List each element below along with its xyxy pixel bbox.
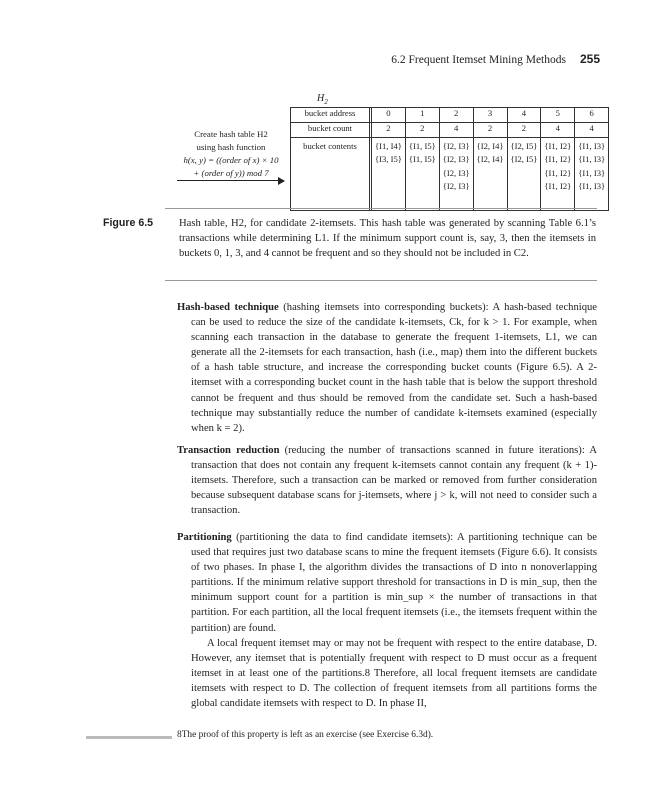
itemset: {I1, I5} bbox=[408, 141, 436, 151]
itemset: {I2, I3} bbox=[442, 167, 470, 178]
itemset: {I2, I3} bbox=[442, 154, 470, 165]
caption-text: Hash table, H2, for candidate 2-itemsets. This hash table was generated by scanning Table 6.1’s transactions while determining L1. If the minimum support count is, say, 3, then the itemsets in buckets 0, 1, 3, and 4 cannot be frequent and so they should not be included in C2. bbox=[179, 218, 596, 259]
bucket-count: 2 bbox=[473, 123, 507, 138]
bucket-address: 6 bbox=[575, 108, 609, 123]
bucket-address: 4 bbox=[507, 108, 541, 123]
bucket-count: 4 bbox=[575, 123, 609, 138]
bucket-contents bbox=[372, 138, 406, 211]
running-header bbox=[391, 52, 600, 66]
bucket-address: 0 bbox=[372, 108, 406, 123]
hash-based-term: Hash-based technique bbox=[177, 302, 279, 313]
itemset: {I1, I2} bbox=[544, 167, 572, 178]
row-header-count: bucket count bbox=[291, 123, 370, 138]
itemset: {I2, I4} bbox=[476, 141, 504, 151]
bucket-count: 4 bbox=[541, 123, 575, 138]
itemset: {I1, I5} bbox=[408, 154, 436, 165]
bucket-contents bbox=[541, 138, 575, 211]
partitioning-text-2: A local frequent itemset may or may not be frequent with respect to the entire database, D. However, any itemset that is potentially frequent with respect to D must occur as a frequent itemset in at least one of the partitions.8 Therefore, all local frequent itemsets are candidate itemsets with respect to D. The collection of frequent itemsets from all partitions forms the global candidate itemsets with respect to D. In phase II, bbox=[191, 637, 597, 710]
figure-caption bbox=[104, 216, 596, 261]
itemset: {I1, I2} bbox=[544, 154, 572, 165]
right-arrow-icon bbox=[177, 180, 284, 181]
caption-rule-top bbox=[165, 208, 597, 209]
footnote-rule bbox=[86, 736, 172, 739]
partitioning-term: Partitioning bbox=[177, 532, 232, 543]
hash-table bbox=[290, 107, 609, 211]
hash-table-title: $H_2$ bbox=[317, 93, 328, 106]
itemset: {I1, I3} bbox=[578, 154, 606, 165]
itemset: {I2, I5} bbox=[510, 141, 538, 151]
itemset: {I2, I3} bbox=[442, 181, 470, 192]
bucket-contents bbox=[439, 138, 473, 211]
itemset: {I1, I3} bbox=[578, 181, 606, 192]
itemset: {I2, I4} bbox=[476, 154, 504, 165]
contents-row bbox=[291, 138, 609, 211]
hash-based-paragraph bbox=[177, 300, 597, 436]
page-number: 255 bbox=[579, 52, 600, 66]
row-header-address: bucket address bbox=[291, 108, 370, 123]
bucket-count: 2 bbox=[372, 123, 406, 138]
caption-rule-bottom bbox=[165, 280, 597, 281]
transaction-reduction-paragraph bbox=[177, 443, 597, 518]
transaction-reduction-text: (reducing the number of transactions scanned in future iterations): A transaction that does not contain any frequent k-itemsets cannot contain any frequent (k + 1)-itemsets. Therefore, such a transaction can be marked or removed from further consideration because subsequent database scans for j-itemsets, where j > k, will not need to consider such a transaction. bbox=[191, 445, 597, 517]
itemset: {I3, I5} bbox=[375, 154, 402, 165]
partitioning-paragraph bbox=[177, 530, 597, 711]
hash-based-text: (hashing itemsets into corresponding buckets): A hash-based technique can be used to reduce the size of the candidate k-itemsets, Ck, for k > 1. For example, when scanning each transaction in the database to generate the frequent 1-itemsets, L1, we can generate all the 2-itemsets for each transaction, hash (i.e., map) them into the different buckets of a hash table structure, and increase the corresponding bucket counts (Figure 6.5). A 2-itemset with a corresponding bucket count in the hash table that is below the support threshold cannot be frequent and thus should be removed from the candidate set. Such a hash-based technique may substantially reduce the number of candidate k-itemsets examined (especially when k = 2). bbox=[191, 302, 597, 434]
bucket-contents bbox=[405, 138, 439, 211]
itemset: {I1, I3} bbox=[578, 167, 606, 178]
address-row bbox=[291, 108, 609, 123]
bucket-address: 1 bbox=[405, 108, 439, 123]
left-label-line-4: + (order of y)) mod 7 bbox=[193, 168, 269, 178]
itemset: {I1, I2} bbox=[544, 181, 572, 192]
bucket-contents bbox=[473, 138, 507, 211]
left-label-line-3: h(x, y) = ((order of x) × 10 bbox=[183, 155, 279, 165]
bucket-contents bbox=[575, 138, 609, 211]
row-header-contents: bucket contents bbox=[291, 138, 370, 211]
figure-label: Figure 6.5 bbox=[103, 217, 154, 229]
bucket-count: 2 bbox=[405, 123, 439, 138]
footnote: 8The proof of this property is left as an exercise (see Exercise 6.3d). bbox=[177, 730, 434, 740]
bucket-contents bbox=[507, 138, 541, 211]
itemset: {I1, I4} bbox=[375, 141, 402, 151]
partitioning-text: (partitioning the data to find candidate itemsets): A partitioning technique can be used that requires just two database scans to mine the frequent itemsets (Figure 6.6). It consists of two phases. In phase I, the algorithm divides the transactions of D into n nonoverlapping partitions. If the minimum relative support threshold for transactions in D is min_sup, then the minimum support count for a partition is min_sup × the number of transactions in that partition. For each partition, all the local frequent itemsets (i.e., the itemsets frequent within the partition) are found. bbox=[191, 532, 597, 634]
count-row bbox=[291, 123, 609, 138]
left-label-line-2: using hash function bbox=[196, 142, 266, 152]
bucket-address: 3 bbox=[473, 108, 507, 123]
transaction-reduction-term: Transaction reduction bbox=[177, 445, 280, 456]
left-label-line-1: Create hash table H2 bbox=[194, 129, 268, 139]
itemset: {I2, I3} bbox=[442, 141, 470, 151]
bucket-count: 4 bbox=[439, 123, 473, 138]
itemset: {I1, I2} bbox=[544, 141, 572, 151]
hash-function-label bbox=[172, 128, 290, 180]
section-title: 6.2 Frequent Itemset Mining Methods bbox=[391, 54, 566, 66]
itemset: {I1, I3} bbox=[578, 141, 606, 151]
itemset: {I2, I5} bbox=[510, 154, 538, 165]
bucket-address: 2 bbox=[439, 108, 473, 123]
bucket-address: 5 bbox=[541, 108, 575, 123]
bucket-count: 2 bbox=[507, 123, 541, 138]
